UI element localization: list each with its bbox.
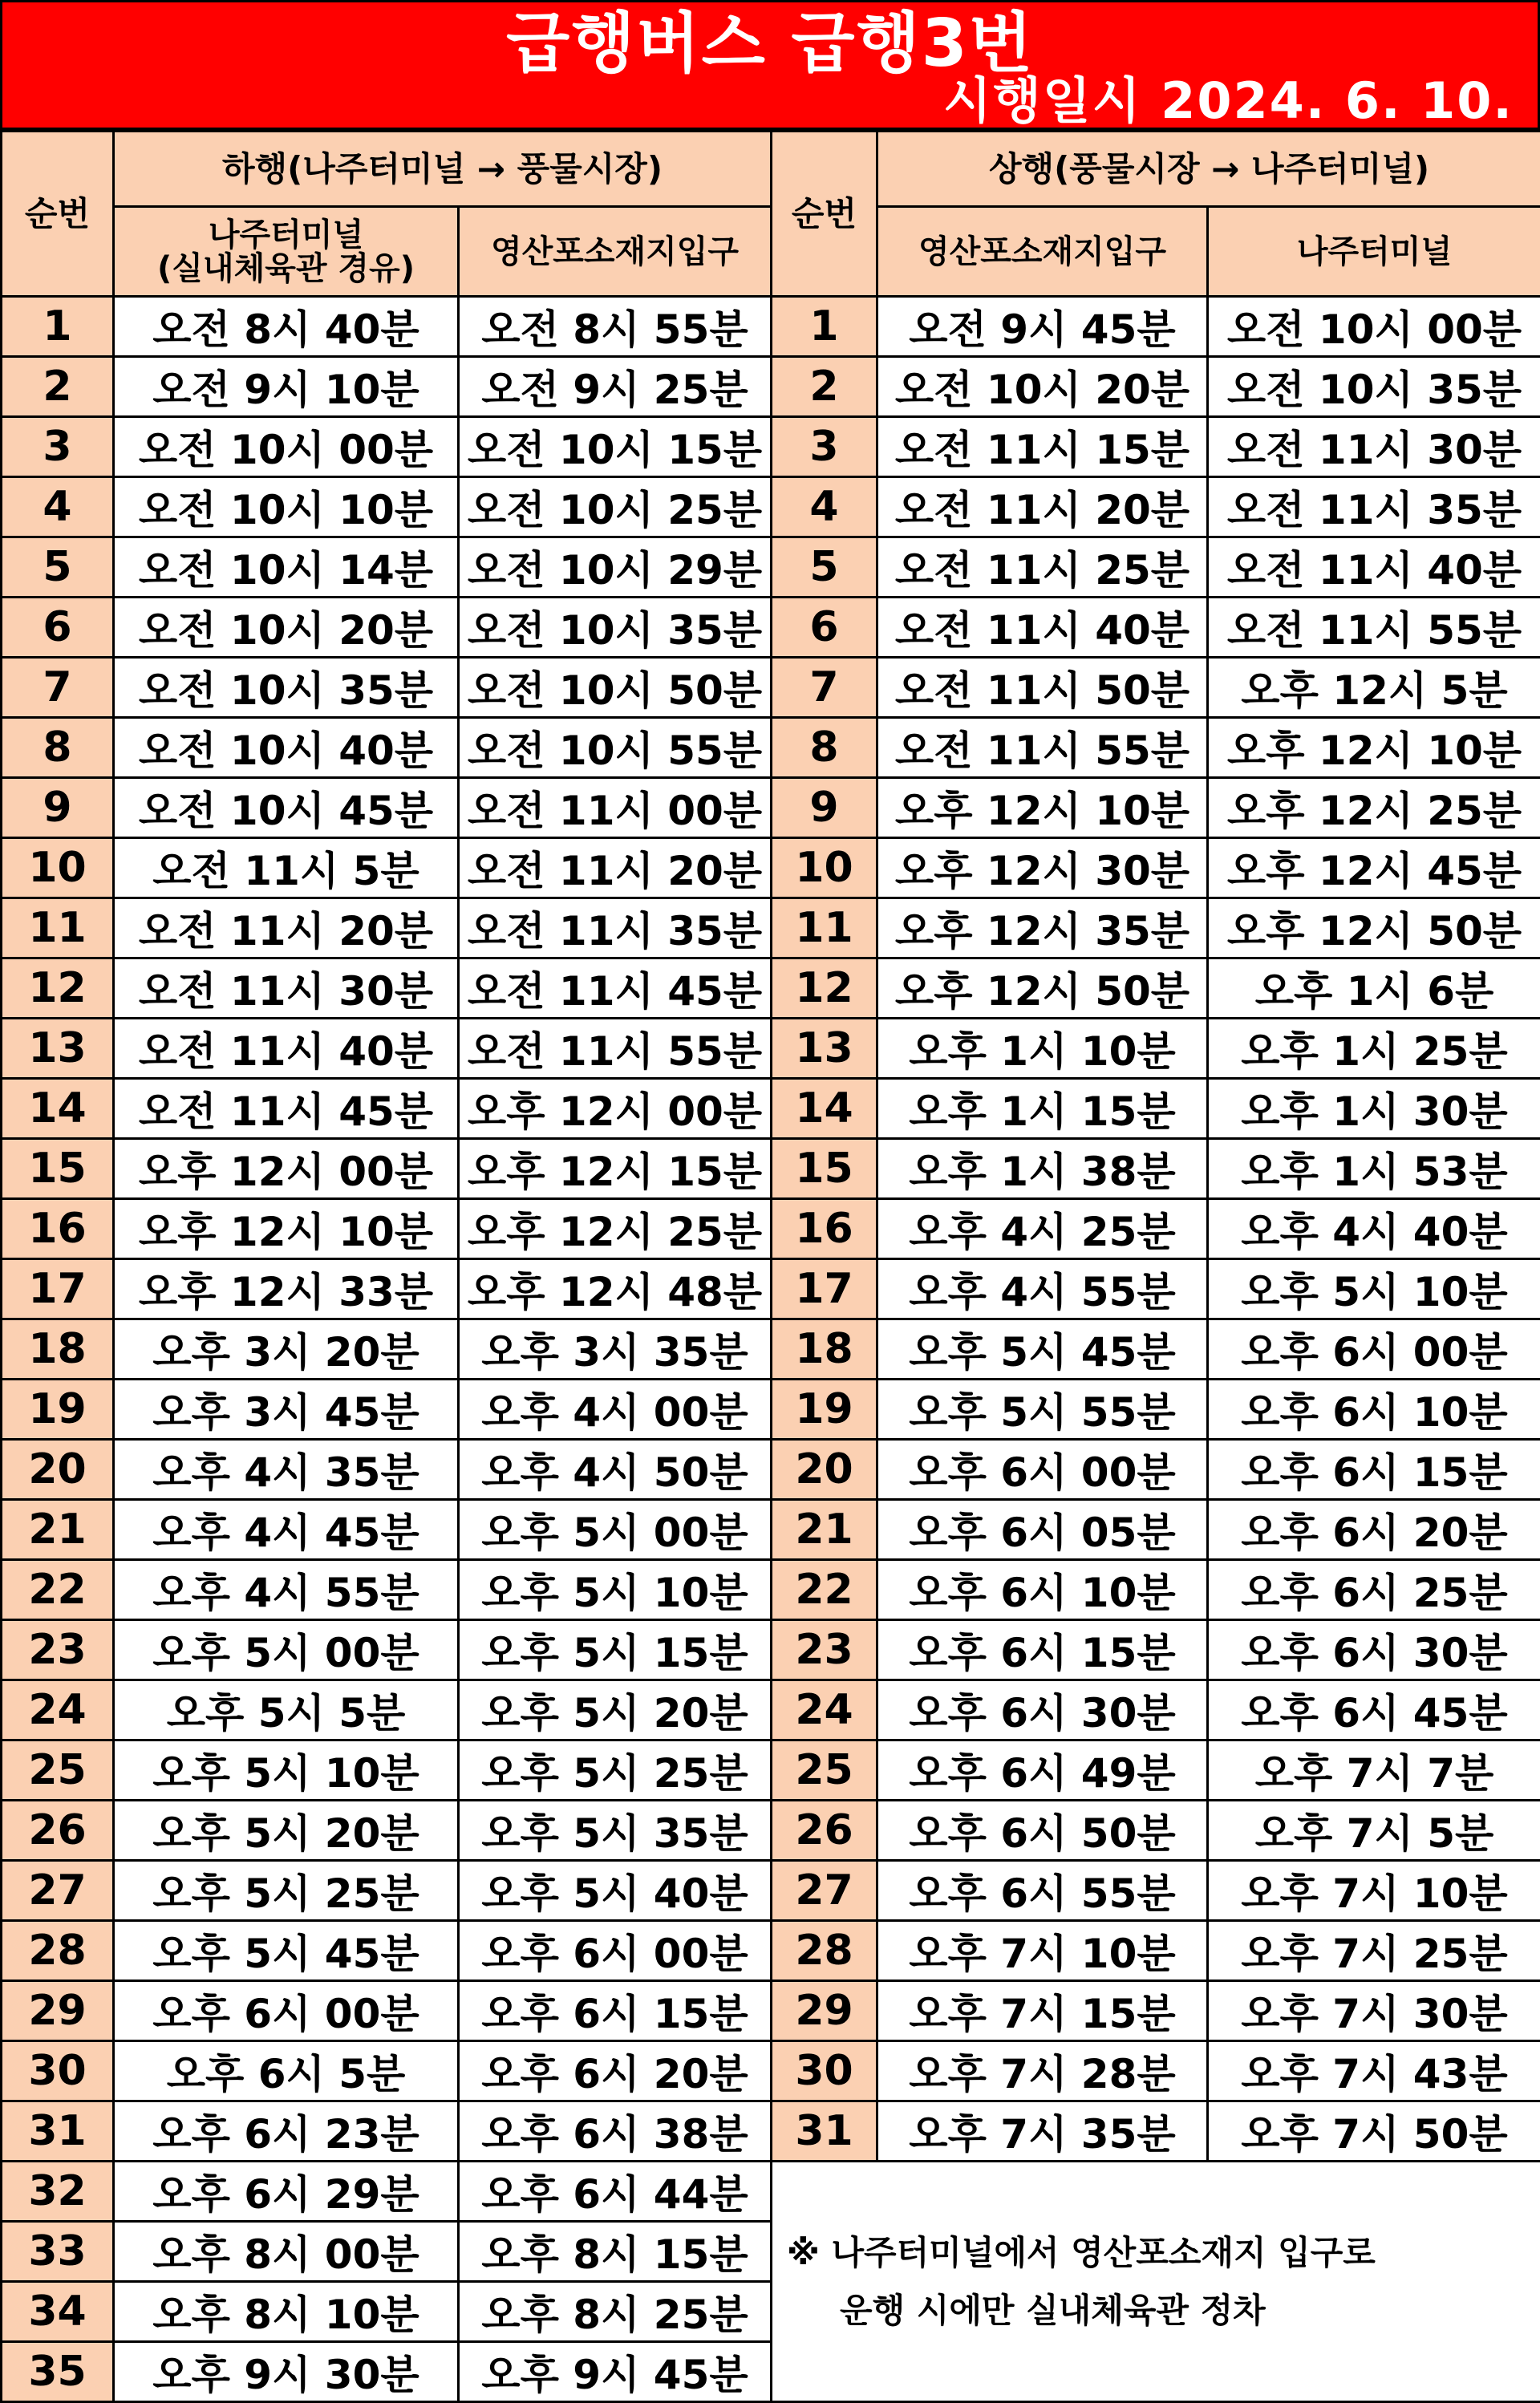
downbound-terminal-time: 오후 3시 20분 [114,1319,459,1380]
table-row [2,1440,1540,1500]
downbound-yeongsanpo-time: 오전 10시 55분 [459,718,772,778]
downbound-terminal-time: 오전 11시 45분 [114,1079,459,1139]
upbound-terminal-time: 오전 10시 35분 [1208,357,1540,417]
downbound-yeongsanpo-time: 오전 10시 29분 [459,537,772,598]
downbound-seq-cell: 15 [2,1139,114,1199]
downbound-terminal-time: 오전 10시 10분 [114,477,459,537]
upbound-seq-cell: 1 [772,297,877,357]
table-row [2,1139,1540,1199]
upbound-yeongsanpo-time: 오후 6시 49분 [877,1740,1208,1801]
upbound-seq-cell: 17 [772,1259,877,1319]
downbound-yeongsanpo-time: 오후 4시 50분 [459,1440,772,1500]
downbound-yeongsanpo-time: 오전 10시 35분 [459,598,772,658]
upbound-terminal-time: 오후 7시 50분 [1208,2101,1540,2162]
effective-date: 시행일시 2024. 6. 10. [943,73,1514,129]
downbound-direction-header: 하행(나주터미널 → 풍물시장) [114,132,772,207]
downbound-seq-cell: 16 [2,1199,114,1259]
upbound-terminal-time: 오전 11시 30분 [1208,417,1540,477]
upbound-terminal-time: 오후 7시 7분 [1208,1740,1540,1801]
upbound-seq-cell: 19 [772,1380,877,1440]
downbound-seq-cell: 21 [2,1500,114,1560]
upbound-yeongsanpo-time: 오전 11시 55분 [877,718,1208,778]
downbound-seq-cell: 4 [2,477,114,537]
upbound-yeongsanpo-time: 오전 11시 25분 [877,537,1208,598]
downbound-yeongsanpo-time: 오전 11시 45분 [459,958,772,1019]
downbound-seq-cell: 35 [2,2342,114,2402]
upbound-yeongsanpo-time: 오전 11시 40분 [877,598,1208,658]
upbound-yeongsanpo-time: 오후 6시 15분 [877,1620,1208,1680]
upbound-seq-cell: 24 [772,1680,877,1740]
upbound-seq-cell: 21 [772,1500,877,1560]
downbound-seq-cell: 30 [2,2041,114,2101]
downbound-terminal-time: 오후 5시 5분 [114,1680,459,1740]
upbound-seq-cell: 31 [772,2101,877,2162]
table-row [2,1199,1540,1259]
upbound-seq-cell: 2 [772,357,877,417]
title-banner [0,0,1540,130]
upbound-yeongsanpo-time: 오후 5시 45분 [877,1319,1208,1380]
upbound-seq-cell: 5 [772,537,877,598]
downbound-terminal-time: 오전 11시 20분 [114,898,459,958]
downbound-terminal-time: 오전 10시 45분 [114,778,459,838]
downbound-seq-cell: 9 [2,778,114,838]
upbound-yeongsanpo-time: 오후 12시 35분 [877,898,1208,958]
downbound-seq-cell: 29 [2,1981,114,2041]
upbound-terminal-time: 오후 1시 25분 [1208,1019,1540,1079]
downbound-yeongsanpo-time: 오후 6시 00분 [459,1921,772,1981]
upbound-yeongsanpo-time: 오후 5시 55분 [877,1380,1208,1440]
upbound-terminal-time: 오후 5시 10분 [1208,1259,1540,1319]
stop-note [772,2162,1540,2402]
upbound-terminal-time: 오전 11시 55분 [1208,598,1540,658]
upbound-yeongsanpo-time: 오후 7시 35분 [877,2101,1208,2162]
upbound-stop1-header: 영산포소재지입구 [877,207,1208,297]
upbound-seq-cell: 11 [772,898,877,958]
downbound-seq-cell: 18 [2,1319,114,1380]
upbound-yeongsanpo-time: 오전 11시 50분 [877,658,1208,718]
downbound-stop2-header: 영산포소재지입구 [459,207,772,297]
downbound-yeongsanpo-time: 오후 12시 48분 [459,1259,772,1319]
seq-header-up: 순번 [772,132,877,297]
downbound-terminal-time: 오후 6시 00분 [114,1981,459,2041]
downbound-seq-cell: 19 [2,1380,114,1440]
downbound-yeongsanpo-time: 오후 3시 35분 [459,1319,772,1380]
table-row [2,1259,1540,1319]
upbound-terminal-time: 오후 12시 50분 [1208,898,1540,958]
table-row [2,778,1540,838]
downbound-seq-cell: 1 [2,297,114,357]
table-row [2,1560,1540,1620]
downbound-seq-cell: 34 [2,2282,114,2342]
upbound-terminal-time: 오후 1시 53분 [1208,1139,1540,1199]
downbound-yeongsanpo-time: 오후 5시 25분 [459,1740,772,1801]
downbound-yeongsanpo-time: 오후 6시 15분 [459,1981,772,2041]
downbound-yeongsanpo-time: 오후 6시 44분 [459,2162,772,2222]
upbound-yeongsanpo-time: 오후 7시 28분 [877,2041,1208,2101]
downbound-terminal-time: 오후 5시 45분 [114,1921,459,1981]
downbound-yeongsanpo-time: 오후 5시 10분 [459,1560,772,1620]
downbound-terminal-time: 오전 9시 10분 [114,357,459,417]
upbound-terminal-time: 오후 1시 6분 [1208,958,1540,1019]
upbound-terminal-time: 오후 7시 25분 [1208,1921,1540,1981]
upbound-seq-cell: 29 [772,1981,877,2041]
timetable-body [2,297,1540,2402]
downbound-yeongsanpo-time: 오후 5시 20분 [459,1680,772,1740]
downbound-yeongsanpo-time: 오전 10시 15분 [459,417,772,477]
table-row [2,1921,1540,1981]
table-row [2,958,1540,1019]
table-row [2,537,1540,598]
downbound-terminal-time: 오후 5시 25분 [114,1861,459,1921]
upbound-seq-cell: 20 [772,1440,877,1500]
downbound-terminal-time: 오후 4시 45분 [114,1500,459,1560]
upbound-terminal-time: 오후 6시 20분 [1208,1500,1540,1560]
downbound-seq-cell: 33 [2,2222,114,2282]
downbound-stop1-note: (실내체육관 경유) [115,252,457,286]
upbound-seq-cell: 30 [772,2041,877,2101]
downbound-terminal-time: 오전 10시 14분 [114,537,459,598]
table-row [2,297,1540,357]
downbound-yeongsanpo-time: 오전 11시 00분 [459,778,772,838]
upbound-yeongsanpo-time: 오후 4시 55분 [877,1259,1208,1319]
table-row [2,477,1540,537]
stop-note-line2: 운행 시에만 실내체육관 정차 [787,2282,1540,2340]
downbound-yeongsanpo-time: 오후 8시 15분 [459,2222,772,2282]
upbound-terminal-time: 오후 6시 10분 [1208,1380,1540,1440]
upbound-seq-cell: 26 [772,1801,877,1861]
downbound-yeongsanpo-time: 오후 8시 25분 [459,2282,772,2342]
downbound-yeongsanpo-time: 오후 12시 25분 [459,1199,772,1259]
bus-timetable [0,130,1540,2403]
upbound-seq-cell: 23 [772,1620,877,1680]
upbound-seq-cell: 16 [772,1199,877,1259]
upbound-terminal-time: 오후 6시 00분 [1208,1319,1540,1380]
downbound-terminal-time: 오후 12시 33분 [114,1259,459,1319]
table-row [2,1801,1540,1861]
upbound-yeongsanpo-time: 오후 1시 10분 [877,1019,1208,1079]
downbound-terminal-time: 오후 12시 00분 [114,1139,459,1199]
downbound-terminal-time: 오후 5시 00분 [114,1620,459,1680]
downbound-seq-cell: 13 [2,1019,114,1079]
downbound-seq-cell: 24 [2,1680,114,1740]
upbound-seq-cell: 13 [772,1019,877,1079]
downbound-terminal-time: 오전 10시 00분 [114,417,459,477]
upbound-terminal-time: 오후 6시 25분 [1208,1560,1540,1620]
downbound-terminal-time: 오전 10시 40분 [114,718,459,778]
upbound-terminal-time: 오후 12시 45분 [1208,838,1540,898]
upbound-seq-cell: 12 [772,958,877,1019]
downbound-terminal-time: 오전 10시 35분 [114,658,459,718]
upbound-yeongsanpo-time: 오후 12시 10분 [877,778,1208,838]
downbound-seq-cell: 8 [2,718,114,778]
table-row [2,598,1540,658]
table-row [2,1740,1540,1801]
downbound-yeongsanpo-time: 오후 6시 20분 [459,2041,772,2101]
table-row [2,898,1540,958]
downbound-seq-cell: 31 [2,2101,114,2162]
upbound-terminal-time: 오후 6시 30분 [1208,1620,1540,1680]
upbound-yeongsanpo-time: 오후 6시 50분 [877,1801,1208,1861]
downbound-yeongsanpo-time: 오후 9시 45분 [459,2342,772,2402]
table-row [2,1319,1540,1380]
upbound-terminal-time: 오후 12시 25분 [1208,778,1540,838]
table-row [2,357,1540,417]
downbound-yeongsanpo-time: 오후 5시 15분 [459,1620,772,1680]
downbound-seq-cell: 32 [2,2162,114,2222]
upbound-seq-cell: 22 [772,1560,877,1620]
downbound-seq-cell: 14 [2,1079,114,1139]
downbound-stop1-header [114,207,459,297]
upbound-yeongsanpo-time: 오후 1시 38분 [877,1139,1208,1199]
table-row [2,1680,1540,1740]
downbound-yeongsanpo-time: 오전 11시 55분 [459,1019,772,1079]
seq-header-down: 순번 [2,132,114,297]
downbound-yeongsanpo-time: 오후 5시 40분 [459,1861,772,1921]
table-row [2,1500,1540,1560]
downbound-terminal-time: 오후 12시 10분 [114,1199,459,1259]
downbound-terminal-time: 오후 6시 29분 [114,2162,459,2222]
table-row [2,1019,1540,1079]
upbound-seq-cell: 25 [772,1740,877,1801]
upbound-yeongsanpo-time: 오후 6시 10분 [877,1560,1208,1620]
downbound-yeongsanpo-time: 오전 10시 50분 [459,658,772,718]
upbound-seq-cell: 18 [772,1319,877,1380]
downbound-yeongsanpo-time: 오후 12시 00분 [459,1079,772,1139]
upbound-terminal-time: 오후 4시 40분 [1208,1199,1540,1259]
downbound-terminal-time: 오후 5시 10분 [114,1740,459,1801]
downbound-terminal-time: 오후 6시 5분 [114,2041,459,2101]
table-row [2,2101,1540,2162]
upbound-yeongsanpo-time: 오후 12시 50분 [877,958,1208,1019]
downbound-seq-cell: 12 [2,958,114,1019]
downbound-seq-cell: 10 [2,838,114,898]
downbound-seq-cell: 22 [2,1560,114,1620]
downbound-yeongsanpo-time: 오후 4시 00분 [459,1380,772,1440]
downbound-seq-cell: 27 [2,1861,114,1921]
upbound-stop2-header: 나주터미널 [1208,207,1540,297]
table-row [2,1981,1540,2041]
upbound-terminal-time: 오후 1시 30분 [1208,1079,1540,1139]
downbound-yeongsanpo-time: 오후 6시 38분 [459,2101,772,2162]
downbound-terminal-time: 오전 11시 5분 [114,838,459,898]
downbound-terminal-time: 오후 3시 45분 [114,1380,459,1440]
upbound-seq-cell: 3 [772,417,877,477]
table-row [2,718,1540,778]
upbound-direction-header: 상행(풍물시장 → 나주터미널) [877,132,1540,207]
downbound-seq-cell: 25 [2,1740,114,1801]
downbound-yeongsanpo-time: 오전 11시 20분 [459,838,772,898]
downbound-terminal-time: 오전 10시 20분 [114,598,459,658]
upbound-terminal-time: 오전 10시 00분 [1208,297,1540,357]
upbound-terminal-time: 오후 6시 15분 [1208,1440,1540,1500]
downbound-yeongsanpo-time: 오전 10시 25분 [459,477,772,537]
upbound-terminal-time: 오전 11시 35분 [1208,477,1540,537]
upbound-yeongsanpo-time: 오후 12시 30분 [877,838,1208,898]
upbound-yeongsanpo-time: 오전 11시 20분 [877,477,1208,537]
downbound-seq-cell: 2 [2,357,114,417]
downbound-seq-cell: 20 [2,1440,114,1500]
stop-note-line1: ※ 나주터미널에서 영산포소재지 입구로 [787,2224,1540,2282]
upbound-yeongsanpo-time: 오전 9시 45분 [877,297,1208,357]
upbound-yeongsanpo-time: 오후 6시 55분 [877,1861,1208,1921]
upbound-yeongsanpo-time: 오후 6시 30분 [877,1680,1208,1740]
upbound-terminal-time: 오전 11시 40분 [1208,537,1540,598]
downbound-seq-cell: 26 [2,1801,114,1861]
upbound-yeongsanpo-time: 오전 10시 20분 [877,357,1208,417]
downbound-terminal-time: 오후 8시 00분 [114,2222,459,2282]
downbound-terminal-time: 오후 9시 30분 [114,2342,459,2402]
upbound-seq-cell: 28 [772,1921,877,1981]
downbound-seq-cell: 3 [2,417,114,477]
upbound-seq-cell: 4 [772,477,877,537]
upbound-yeongsanpo-time: 오전 11시 15분 [877,417,1208,477]
upbound-seq-cell: 10 [772,838,877,898]
upbound-yeongsanpo-time: 오후 4시 25분 [877,1199,1208,1259]
downbound-yeongsanpo-time: 오전 9시 25분 [459,357,772,417]
table-row [2,658,1540,718]
page-title: 급행버스 급행3번 [2,6,1538,83]
upbound-yeongsanpo-time: 오후 6시 05분 [877,1500,1208,1560]
downbound-terminal-time: 오후 8시 10분 [114,2282,459,2342]
downbound-seq-cell: 23 [2,1620,114,1680]
table-row [2,2162,1540,2222]
upbound-terminal-time: 오후 12시 10분 [1208,718,1540,778]
downbound-terminal-time: 오전 8시 40분 [114,297,459,357]
upbound-seq-cell: 8 [772,718,877,778]
table-row [2,417,1540,477]
downbound-seq-cell: 6 [2,598,114,658]
upbound-yeongsanpo-time: 오후 7시 15분 [877,1981,1208,2041]
upbound-terminal-time: 오후 7시 5분 [1208,1801,1540,1861]
table-row [2,1079,1540,1139]
upbound-seq-cell: 14 [772,1079,877,1139]
downbound-terminal-time: 오후 4시 55분 [114,1560,459,1620]
downbound-seq-cell: 7 [2,658,114,718]
downbound-seq-cell: 17 [2,1259,114,1319]
table-row [2,1620,1540,1680]
upbound-yeongsanpo-time: 오후 1시 15분 [877,1079,1208,1139]
upbound-terminal-time: 오후 7시 43분 [1208,2041,1540,2101]
table-row [2,838,1540,898]
downbound-terminal-time: 오전 11시 30분 [114,958,459,1019]
upbound-seq-cell: 27 [772,1861,877,1921]
downbound-seq-cell: 28 [2,1921,114,1981]
table-row [2,1861,1540,1921]
upbound-seq-cell: 15 [772,1139,877,1199]
upbound-terminal-time: 오후 7시 10분 [1208,1861,1540,1921]
upbound-terminal-time: 오후 6시 45분 [1208,1680,1540,1740]
upbound-yeongsanpo-time: 오후 7시 10분 [877,1921,1208,1981]
downbound-terminal-time: 오전 11시 40분 [114,1019,459,1079]
downbound-terminal-time: 오후 5시 20분 [114,1801,459,1861]
table-row [2,1380,1540,1440]
downbound-seq-cell: 11 [2,898,114,958]
downbound-yeongsanpo-time: 오전 8시 55분 [459,297,772,357]
downbound-yeongsanpo-time: 오후 5시 35분 [459,1801,772,1861]
upbound-yeongsanpo-time: 오후 6시 00분 [877,1440,1208,1500]
upbound-seq-cell: 9 [772,778,877,838]
downbound-seq-cell: 5 [2,537,114,598]
upbound-seq-cell: 7 [772,658,877,718]
upbound-terminal-time: 오후 7시 30분 [1208,1981,1540,2041]
downbound-terminal-time: 오후 4시 35분 [114,1440,459,1500]
downbound-stop1-name: 나주터미널 [115,218,457,252]
downbound-yeongsanpo-time: 오후 5시 00분 [459,1500,772,1560]
downbound-terminal-time: 오후 6시 23분 [114,2101,459,2162]
downbound-yeongsanpo-time: 오전 11시 35분 [459,898,772,958]
upbound-terminal-time: 오후 12시 5분 [1208,658,1540,718]
upbound-seq-cell: 6 [772,598,877,658]
downbound-yeongsanpo-time: 오후 12시 15분 [459,1139,772,1199]
table-row [2,2041,1540,2101]
